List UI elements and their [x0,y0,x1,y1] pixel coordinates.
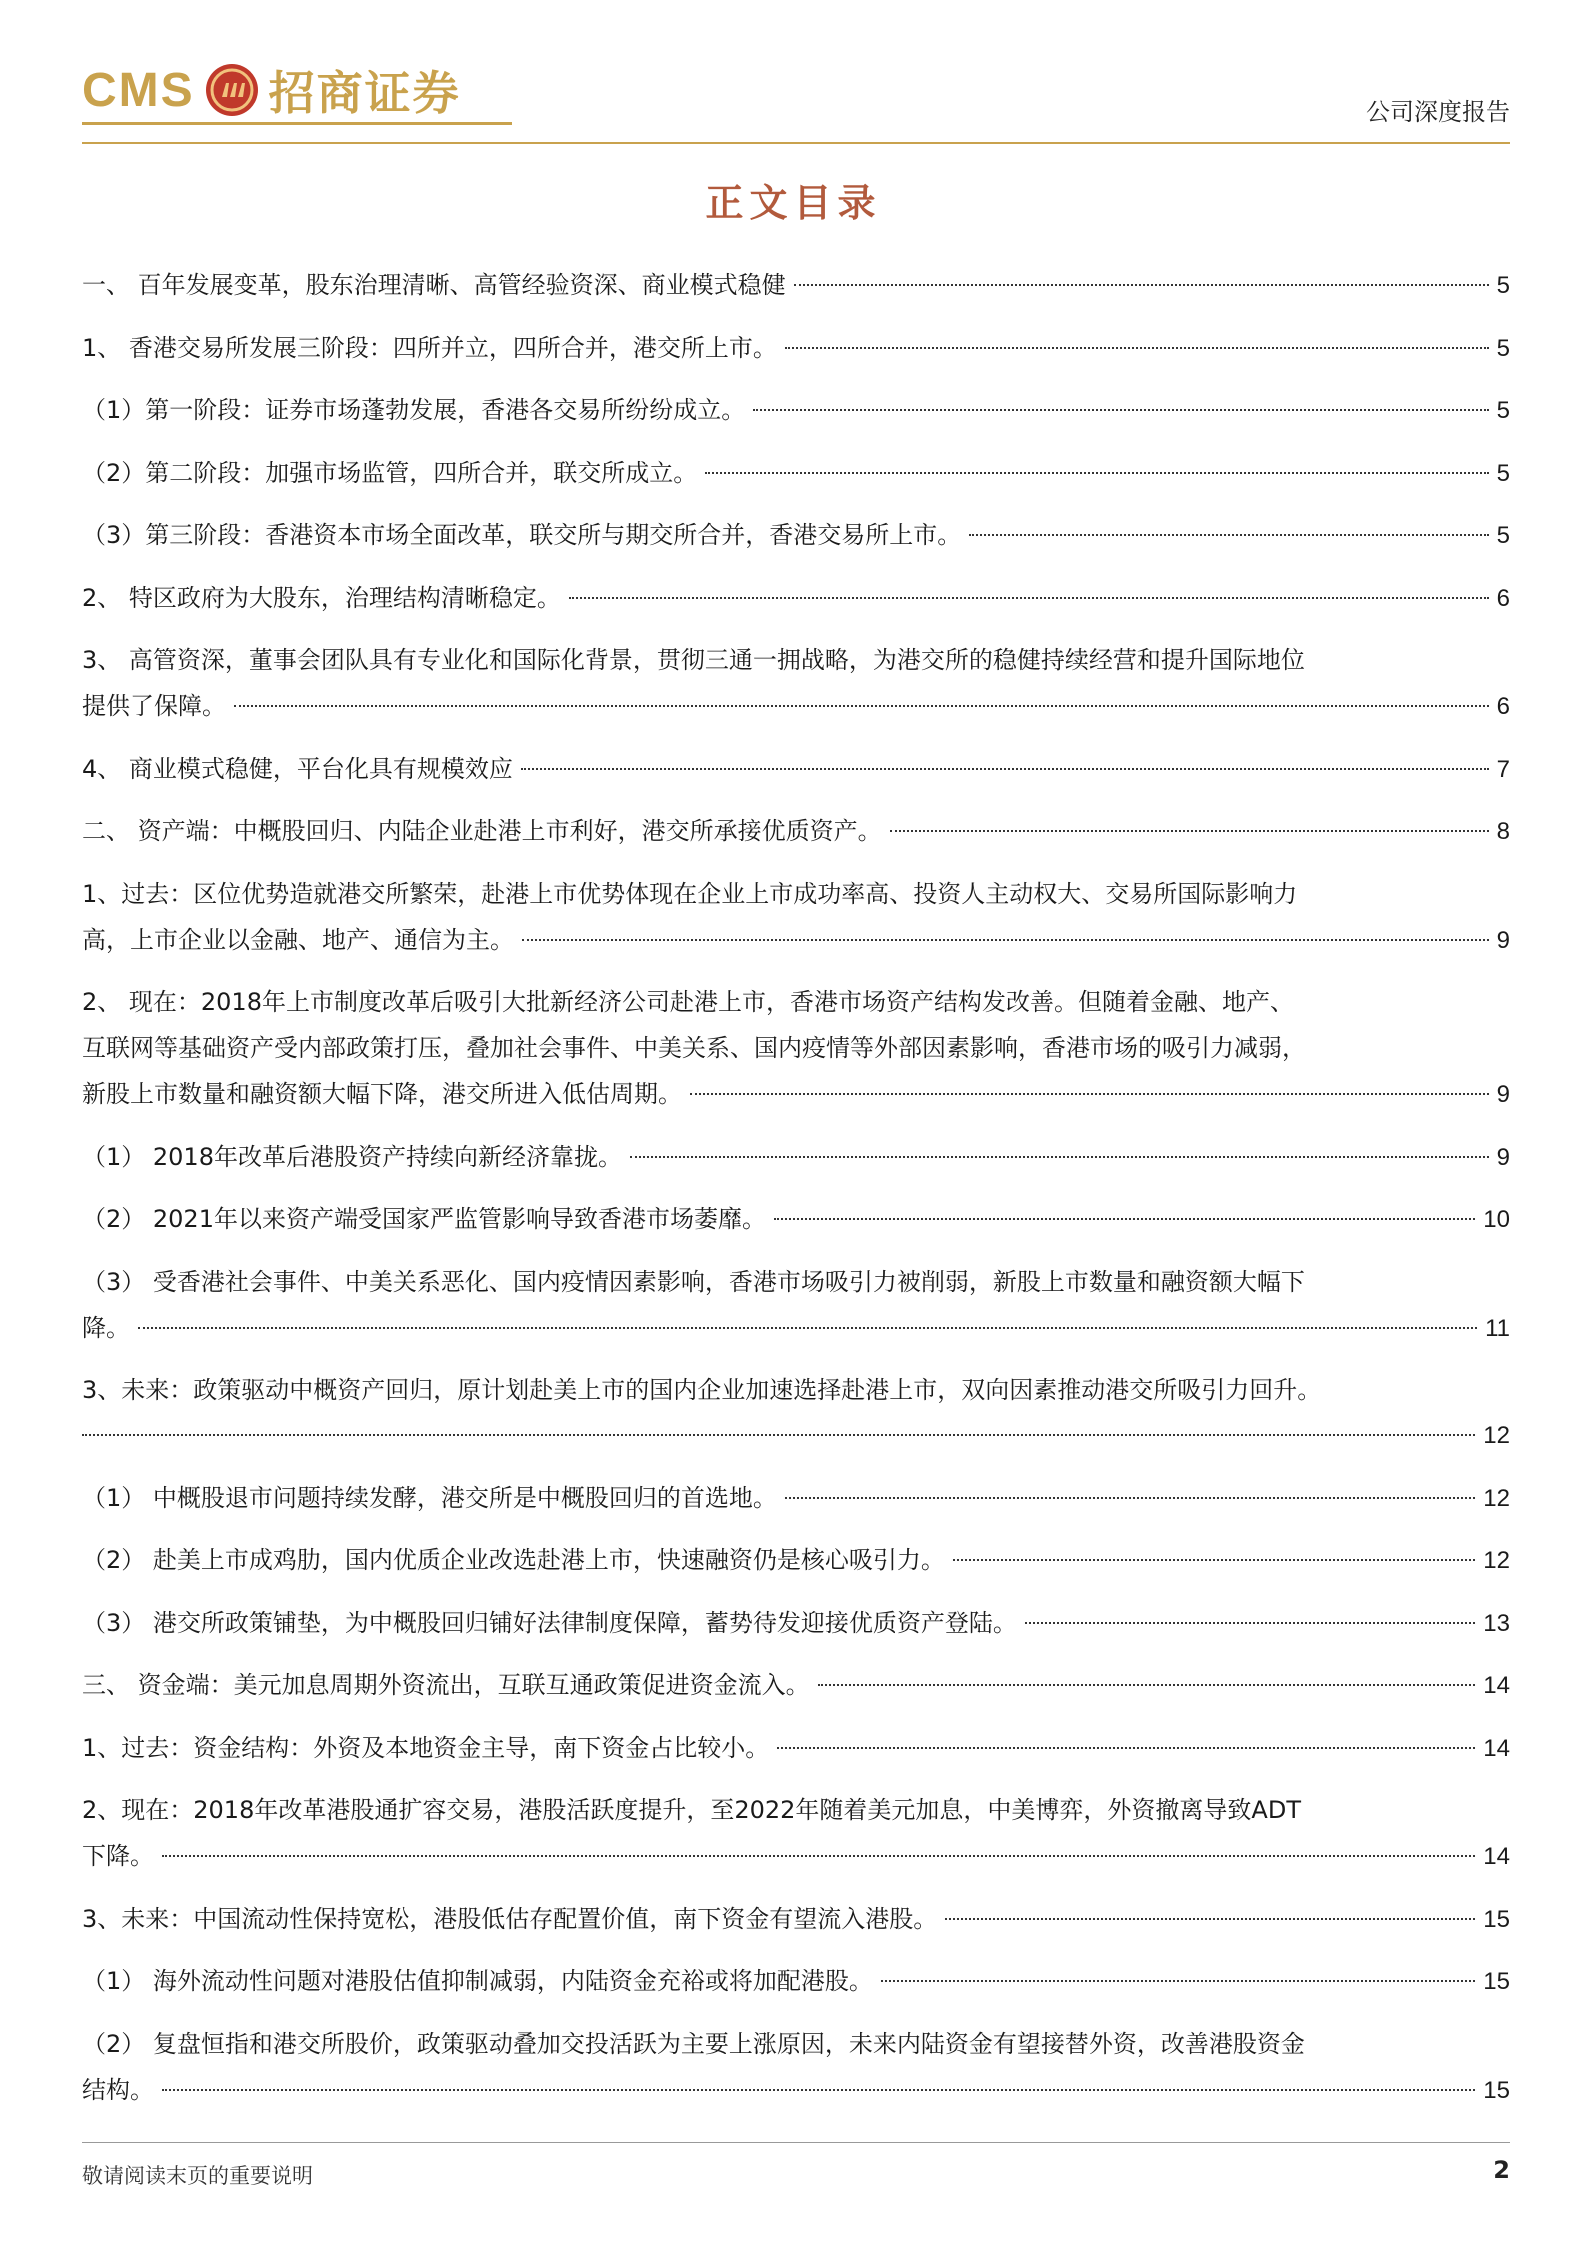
toc-page-number: 9 [1496,1143,1510,1171]
toc-entry[interactable] [82,1475,1510,1522]
toc-dot-leader [890,830,1489,832]
toc-entry[interactable] [82,387,1510,434]
toc-entry[interactable] [82,575,1510,622]
toc-entry[interactable] [82,325,1510,372]
toc-entry-line: 3、未来：政策驱动中概资产回归，原计划赴美上市的国内企业加速选择赴港上市，双向因素推动港交所吸引力回升。 [82,1376,1322,1404]
toc-entry[interactable] [82,1787,1510,1880]
toc-entry[interactable] [82,1537,1510,1584]
toc-entry-final-line [82,450,1510,497]
toc-entry-line: （2） 复盘恒指和港交所股价，政策驱动叠加交投活跃为主要上涨原因，未来内陆资金有望接替外资，改善港股资金 [82,2029,1305,2058]
toc-entry-line: 3、 高管资深，董事会团队具有专业化和国际化背景，贯彻三通一拥战略，为港交所的稳健持续经营和提升国际地位 [82,646,1305,674]
cms-logo [82,58,461,122]
toc-entry[interactable] [82,1600,1510,1647]
toc-dot-leader [569,597,1489,599]
toc-entry-final-line [82,387,1510,434]
toc-entry-text: （2） 2021年以来资产端受国家严监管影响导致香港市场萎靡。 [82,1205,766,1233]
toc-page-number: 9 [1496,926,1510,954]
toc-entry-text: 1、过去：资金结构：外资及本地资金主导，南下资金占比较小。 [82,1733,770,1762]
toc-entry[interactable] [82,1196,1510,1243]
toc-page-number: 15 [1483,2076,1510,2104]
toc-page-number: 11 [1485,1314,1510,1342]
toc-dot-leader [785,347,1489,349]
toc-entry-final-line [82,808,1510,855]
toc-dot-leader [234,705,1489,707]
toc-entry-text: 一、 百年发展变革，股东治理清晰、高管经验资深、商业模式稳健 [82,271,786,299]
toc-dot-leader [138,1327,1477,1329]
toc-entry-text: 2、 特区政府为大股东，治理结构清晰稳定。 [82,583,561,612]
page-title: 正文目录 [705,180,882,225]
toc-entry-text: （1） 海外流动性问题对港股估值抑制减弱，内陆资金充裕或将加配港股。 [82,1967,873,1995]
toc-entry[interactable] [82,512,1510,559]
page-header [82,52,1510,142]
toc-entry[interactable] [82,871,1510,964]
header-divider [82,142,1510,144]
toc-dot-leader [774,1218,1475,1220]
toc-dot-leader [785,1497,1475,1499]
page-number: 2 [1493,2156,1510,2184]
toc-entry-final-line [82,917,1510,964]
toc-page-number: 6 [1496,584,1510,612]
toc-page-number: 5 [1496,272,1510,299]
toc-entry-text: 1、 香港交易所发展三阶段：四所并立，四所合并，港交所上市。 [82,333,777,362]
toc-entry[interactable] [82,808,1510,855]
toc-page-number: 6 [1496,693,1510,720]
toc-dot-leader [794,284,1489,286]
toc-entry-text: （3）第三阶段：香港资本市场全面改革，联交所与期交所合并，香港交易所上市。 [82,521,962,549]
toc-dot-leader [522,939,1489,941]
toc-entry-text: 新股上市数量和融资额大幅下降，港交所进入低估周期。 [82,1080,682,1108]
toc-entry-final-line [82,683,1510,730]
report-type: 公司深度报告 [1366,98,1510,126]
toc-entry-final-line [82,325,1510,372]
toc-entry-final-line [82,746,1510,793]
toc-entry-text: 提供了保障。 [82,692,226,720]
footer-note: 敬请阅读末页的重要说明 [82,2164,313,2188]
toc-dot-leader [969,534,1488,536]
toc-entry[interactable] [82,450,1510,497]
toc-entry[interactable] [82,1896,1510,1943]
toc-dot-leader [818,1684,1476,1686]
toc-dot-leader [953,1559,1475,1561]
toc-entry-text: （1）第一阶段：证券市场蓬勃发展，香港各交易所纷纷成立。 [82,396,746,424]
footer-divider [82,2142,1510,2143]
toc-entry-final-line [82,1134,1510,1181]
toc-entry-text: 4、 商业模式稳健，平台化具有规模效应 [82,754,513,783]
toc-page-number: 9 [1496,1081,1510,1108]
toc-page-number: 5 [1496,334,1510,362]
toc-entry-text: 降。 [82,1313,130,1342]
toc-dot-leader [162,1855,1475,1857]
toc-entry-final-line [82,2067,1510,2114]
toc-page-number: 13 [1483,1609,1510,1637]
toc-entry-final-line [82,1833,1510,1880]
cms-badge-icon [205,63,259,117]
toc-entry-final-line [82,1475,1510,1522]
toc-entry-text: （2） 赴美上市成鸡肋，国内优质企业改选赴港上市，快速融资仍是核心吸引力。 [82,1546,945,1574]
toc-entry-final-line [82,1600,1510,1647]
toc-entry-text: 二、 资产端：中概股回归、内陆企业赴港上市利好，港交所承接优质资产。 [82,817,882,845]
toc-entry-text: 三、 资金端：美元加息周期外资流出，互联互通政策促进资金流入。 [82,1671,810,1699]
toc-entry[interactable] [82,1367,1510,1459]
toc-page-number: 5 [1496,397,1510,424]
toc-entry-text: 高，上市企业以金融、地产、通信为主。 [82,925,514,954]
toc-entry-text: 3、未来：中国流动性保持宽松，港股低估存配置价值，南下资金有望流入港股。 [82,1904,938,1933]
toc-page-number: 8 [1496,818,1510,845]
toc-entry[interactable] [82,2021,1510,2114]
toc-entry[interactable] [82,262,1510,309]
toc-page-number: 12 [1483,1484,1510,1512]
toc-dot-leader [630,1156,1489,1158]
toc-entry-line: 2、 现在：2018年上市制度改革后吸引大批新经济公司赴港上市，香港市场资产结构发改善。但随着金融、地产、 [82,988,1294,1016]
toc-entry-final-line [82,1725,1510,1772]
toc-page-number: 14 [1483,1843,1510,1870]
toc-dot-leader [881,1980,1475,1982]
toc-page-number: 5 [1496,522,1510,549]
toc-entry-line: （3） 受香港社会事件、中美关系恶化、国内疫情因素影响，香港市场吸引力被削弱，新股上市数量和融资额大幅下 [82,1267,1305,1296]
toc-entry[interactable] [82,1958,1510,2005]
toc-page-number: 10 [1483,1206,1510,1233]
toc-dot-leader [162,2089,1475,2091]
toc-page-number: 14 [1483,1734,1510,1762]
toc-entry-final-line [82,575,1510,622]
toc-dot-leader [1025,1622,1475,1624]
toc-entry[interactable] [82,979,1510,1118]
toc-page-number: 12 [1483,1547,1510,1574]
logo-underline [82,122,512,125]
toc-dot-leader [753,409,1488,411]
toc-dot-leader [521,768,1489,770]
toc-dot-leader [82,1434,1475,1436]
toc-entry-text: 结构。 [82,2075,154,2104]
toc-entry-text: （3） 港交所政策铺垫，为中概股回归铺好法律制度保障，蓄势待发迎接优质资产登陆。 [82,1608,1017,1637]
toc-dot-leader [777,1747,1475,1749]
toc-entry[interactable] [82,637,1510,730]
toc-entry-text: （2）第二阶段：加强市场监管，四所合并，联交所成立。 [82,458,698,487]
toc-entry-final-line [82,1196,1510,1243]
toc-entry-final-line [82,1071,1510,1118]
toc-page-number: 12 [1483,1422,1510,1449]
toc-dot-leader [705,472,1488,474]
toc-entry-text: （1） 中概股退市问题持续发酵，港交所是中概股回归的首选地。 [82,1483,777,1512]
toc-entry-final-line [82,1896,1510,1943]
toc-entry[interactable] [82,1725,1510,1772]
toc-dot-leader [945,1918,1475,1920]
toc-entry[interactable] [82,1662,1510,1709]
toc-entry[interactable] [82,746,1510,793]
toc-entry-final-line [82,1413,1510,1459]
toc-entry-text: （1） 2018年改革后港股资产持续向新经济靠拢。 [82,1142,622,1171]
toc-entry-line: 互联网等基础资产受内部政策打压，叠加社会事件、中美关系、国内疫情等外部因素影响，香港市场的吸引力减弱， [82,1034,1306,1062]
toc-entry-final-line [82,1537,1510,1584]
toc-entry-final-line [82,1958,1510,2005]
toc-page-number: 7 [1496,755,1510,783]
toc-entry-final-line [82,262,1510,309]
toc-page-number: 15 [1483,1905,1510,1933]
toc-entry-line: 1、过去：区位优势造就港交所繁荣，赴港上市优势体现在企业上市成功率高、投资人主动权大、交易所国际影响力 [82,879,1298,908]
toc-page-number: 15 [1483,1968,1510,1995]
toc-entry-text: 下降。 [82,1842,154,1870]
toc-entry[interactable] [82,1134,1510,1181]
toc-entry[interactable] [82,1259,1510,1352]
toc-page-number: 5 [1496,459,1510,487]
logo-text-cn: 招商证券 [268,66,461,120]
toc-dot-leader [690,1093,1489,1095]
logo-text-en: CMS [82,63,195,117]
table-of-contents [82,262,1510,2129]
toc-entry-line: 2、现在：2018年改革港股通扩容交易，港股活跃度提升，至2022年随着美元加息，中美博弈，外资撤离导致ADT [82,1796,1301,1824]
toc-entry-final-line [82,512,1510,559]
toc-page-number: 14 [1483,1672,1510,1699]
toc-entry-final-line [82,1305,1510,1352]
toc-entry-final-line [82,1662,1510,1709]
